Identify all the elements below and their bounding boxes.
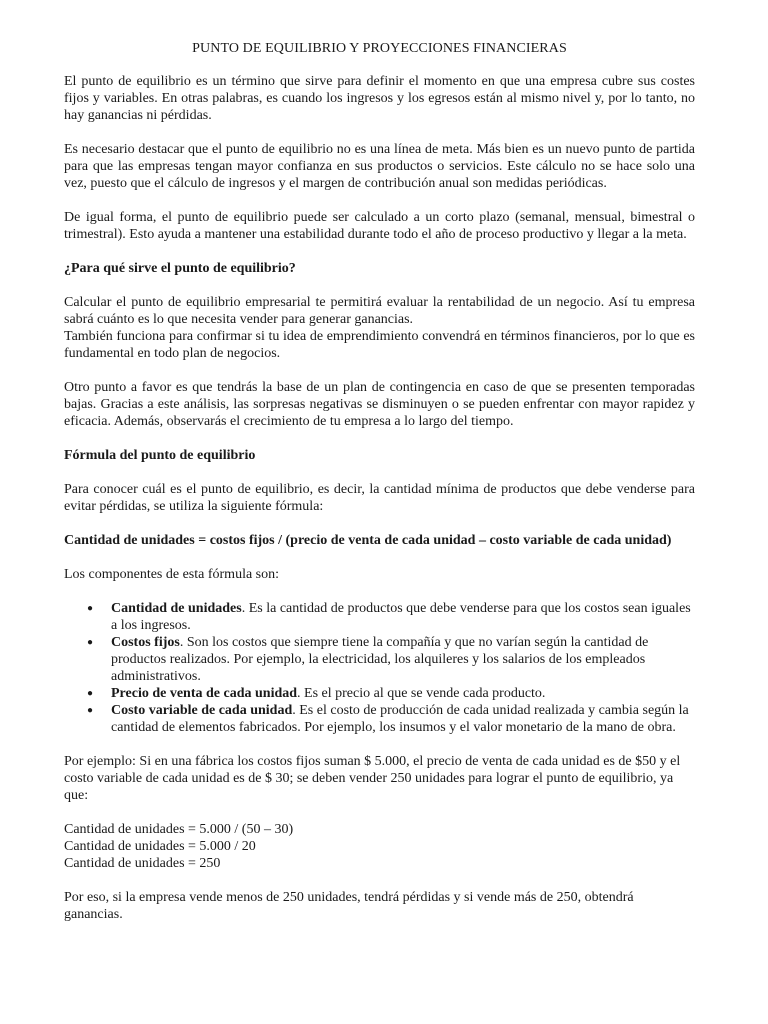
component-term: Costos fijos [111, 635, 180, 650]
intro-paragraph-1: El punto de equilibrio es un término que sirve para definir el momento en que una empresa cubre sus costes fijos y variables. En otras palabras, es cuando los ingresos y los egresos están al mismo nivel y, por lo tanto, no hay ganancias ni pérdidas. [64, 74, 695, 123]
list-item [87, 685, 695, 702]
component-description: . Es la cantidad de productos que debe venderse para que los costos sean iguales a los ingresos. [111, 601, 691, 633]
formula-intro-paragraph: Para conocer cuál es el punto de equilibrio, es decir, la cantidad mínima de productos que debe venderse para evitar pérdidas, se utiliza la siguiente fórmula: [64, 482, 695, 514]
section-heading-purpose: ¿Para qué sirve el punto de equilibrio? [64, 261, 296, 276]
bullet-icon: ● [87, 705, 94, 716]
purpose-paragraph-1: Calcular el punto de equilibrio empresarial te permitirá evaluar la rentabilidad de un negocio. Así tu empresa sabrá cuánto es lo que necesita vender para generar ganancias. [64, 295, 695, 327]
page-title: PUNTO DE EQUILIBRIO Y PROYECCIONES FINANCIERAS [192, 41, 567, 56]
purpose-paragraph-3: Otro punto a favor es que tendrás la base de un plan de contingencia en caso de que se presenten temporadas bajas. Gracias a este análisis, las sorpresas negativas se disminuyen o se pueden enfrentar con mayor rapidez y eficacia. Además, observarás el crecimiento de tu empresa a lo largo del tiempo. [64, 380, 695, 429]
bullet-icon: ● [87, 637, 94, 648]
list-item [87, 702, 695, 736]
bullet-icon: ● [87, 603, 94, 614]
section-heading-formula: Fórmula del punto de equilibrio [64, 448, 256, 463]
component-description: . Es el precio al que se vende cada producto. [297, 686, 546, 701]
components-list [64, 600, 695, 736]
list-item [87, 600, 695, 634]
calculation-line: Cantidad de unidades = 5.000 / (50 – 30) [64, 822, 294, 837]
component-description: . Es el costo de producción de cada unidad realizada y cambia según la cantidad de elementos fabricados. Por ejemplo, los insumos y el valor monetario de la mano de obra. [111, 703, 689, 735]
intro-paragraph-2: Es necesario destacar que el punto de equilibrio no es una línea de meta. Más bien es un nuevo punto de partida para que las empresas tengan mayor confianza en sus productos o servicios. Este cálculo no se hace solo una vez, puesto que el cálculo de ingresos y el margen de contribución anual son medidas periódicas. [64, 142, 695, 191]
example-paragraph: Por ejemplo: Si en una fábrica los costos fijos suman $ 5.000, el precio de venta de cada unidad es de $50 y el costo variable de cada unidad es de $ 30; se deben vender 250 unidades para lograr el punto de equilibrio, ya que: [64, 754, 681, 803]
component-term: Cantidad de unidades [111, 601, 242, 616]
conclusion-paragraph: Por eso, si la empresa vende menos de 250 unidades, tendrá pérdidas y si vende más de 250, obtendrá ganancias. [64, 890, 634, 922]
calculation-line: Cantidad de unidades = 250 [64, 856, 221, 871]
formula-text: Cantidad de unidades = costos fijos / (precio de venta de cada unidad – costo variable de cada unidad) [64, 533, 672, 548]
purpose-paragraph-2: También funciona para confirmar si tu idea de emprendimiento convendrá en términos financieros, por lo que es fundamental en todo plan de negocios. [64, 329, 695, 361]
component-term: Precio de venta de cada unidad [111, 686, 298, 701]
components-intro: Los componentes de esta fórmula son: [64, 567, 280, 582]
calculation-line: Cantidad de unidades = 5.000 / 20 [64, 839, 256, 854]
list-item [87, 634, 695, 685]
intro-paragraph-3: De igual forma, el punto de equilibrio puede ser calculado a un corto plazo (semanal, mensual, bimestral o trimestral). Esto ayuda a mantener una estabilidad durante todo el año de proceso productivo y llegar a la meta. [64, 210, 695, 242]
calculation-block [64, 821, 695, 872]
component-term: Costo variable de cada unidad [111, 703, 293, 718]
bullet-icon: ● [87, 688, 94, 699]
component-description: . Son los costos que siempre tiene la compañía y que no varían según la cantidad de productos realizados. Por ejemplo, la electricidad, los alquileres y los salarios de los empleados administrativos. [111, 635, 649, 684]
